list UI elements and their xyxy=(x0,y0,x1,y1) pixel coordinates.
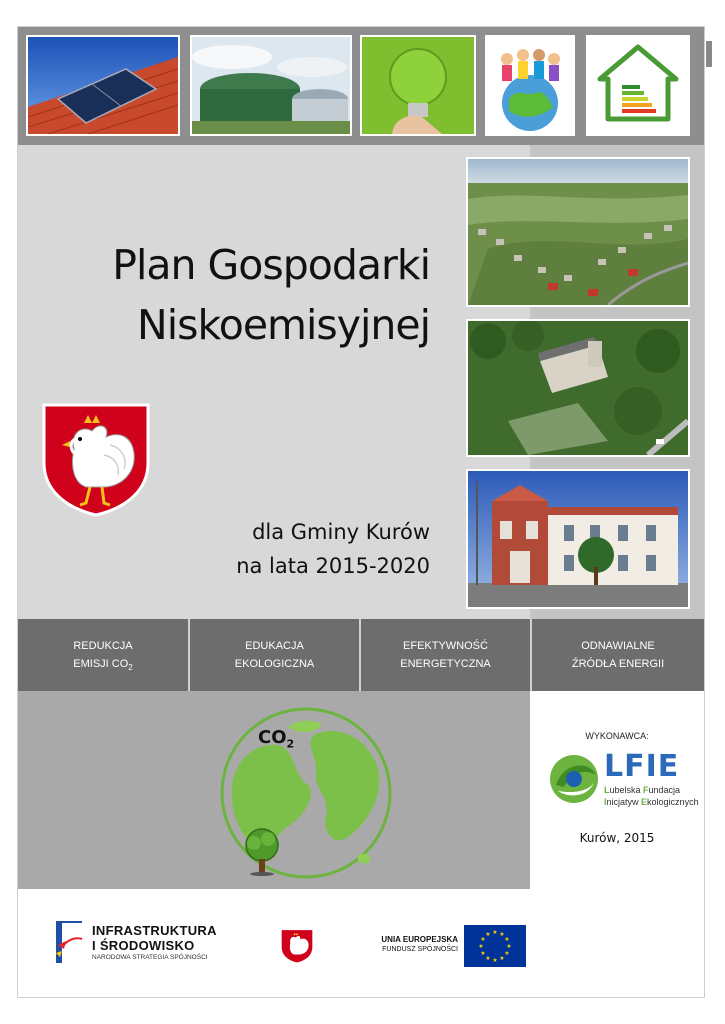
theme-tile-text: EMISJI CO xyxy=(73,658,129,670)
svg-text:★: ★ xyxy=(499,955,505,962)
lfie-logo-line-2 xyxy=(604,797,699,807)
theme-tile-line-1: REDUKCJA xyxy=(73,640,133,652)
eu-line-2: FUNDUSZ SPÓJNOŚCI xyxy=(382,946,458,953)
eu-logo xyxy=(374,925,534,969)
biogas-plant-photo xyxy=(190,35,352,136)
energy-house-photo xyxy=(586,35,690,136)
coat-of-arms xyxy=(40,401,152,517)
svg-text:★: ★ xyxy=(492,929,498,936)
co2-label xyxy=(258,727,294,751)
infrastructure-line-2: I ŚRODOWISKO xyxy=(92,938,195,953)
logo-initial: I xyxy=(604,797,607,807)
globe-panel xyxy=(18,691,530,889)
logo-initial: L xyxy=(604,785,610,795)
aerial-photo-town xyxy=(466,157,690,307)
lfie-logo-line-1 xyxy=(604,785,680,795)
theme-tile-line-2: ENERGETYCZNA xyxy=(400,658,491,670)
coat-of-arms-small xyxy=(280,927,314,965)
logo-word: kologicznych xyxy=(647,797,699,807)
svg-text:★: ★ xyxy=(504,936,510,943)
theme-tile-education xyxy=(190,619,361,691)
contractor-label: WYKONAWCA: xyxy=(585,731,649,741)
infrastructure-line-3: NARODOWA STRATEGIA SPÓJNOŚCI xyxy=(92,954,208,961)
theme-bar xyxy=(18,619,704,691)
co2-text: CO xyxy=(258,727,287,748)
svg-text:★: ★ xyxy=(504,950,510,957)
logo-initial: F xyxy=(643,785,649,795)
lfie-logo-mark xyxy=(546,751,602,807)
footer-logos xyxy=(18,889,704,997)
cover-page xyxy=(17,26,705,998)
children-globe-photo xyxy=(485,35,575,136)
subscript-two: 2 xyxy=(128,663,133,673)
document-title xyxy=(40,235,430,355)
lfie-logo xyxy=(546,749,699,811)
infrastructure-line-1: INFRASTRUKTURA xyxy=(92,923,217,938)
aerial-photo-church xyxy=(466,319,690,457)
theme-tile-efficiency xyxy=(361,619,532,691)
svg-text:★: ★ xyxy=(485,955,491,962)
theme-tile-line-2: ŹRÓDŁA ENERGII xyxy=(571,658,665,670)
eu-line-1: UNIA EUROPEJSKA xyxy=(381,935,458,944)
logo-word: ubelska xyxy=(609,785,644,795)
tree-icon xyxy=(242,827,282,877)
solar-panel-photo xyxy=(26,35,180,136)
infrastructure-logo-mark xyxy=(52,917,86,967)
place-and-year: Kurów, 2015 xyxy=(579,831,655,845)
theme-tile-line-1: EFEKTYWNOŚĆ xyxy=(403,640,488,652)
svg-text:★: ★ xyxy=(499,931,505,938)
logo-word: undacja xyxy=(648,785,681,795)
theme-tile-renewable xyxy=(532,619,704,691)
svg-text:★: ★ xyxy=(485,931,491,938)
subtitle-line-1: dla Gminy Kurów xyxy=(252,520,430,544)
logo-initial: E xyxy=(641,797,648,807)
theme-tile-reduction xyxy=(18,619,190,691)
title-line-2: Niskoemisyjnej xyxy=(137,301,430,349)
infrastructure-logo xyxy=(52,917,252,973)
subtitle-line-2: na lata 2015-2020 xyxy=(236,554,430,578)
theme-tile-line-2: EKOLOGICZNA xyxy=(234,658,315,670)
theme-tile-line-1: EDUKACJA xyxy=(245,640,304,652)
co2-subscript: 2 xyxy=(286,737,295,751)
svg-text:★: ★ xyxy=(478,943,484,950)
eu-flag xyxy=(464,925,526,967)
svg-text:★: ★ xyxy=(480,950,486,957)
top-photo-strip xyxy=(18,27,704,145)
lfie-logo-title: LFIE xyxy=(604,749,680,784)
hero-panel xyxy=(18,145,530,619)
light-bulb-photo xyxy=(360,35,476,136)
title-line-1: Plan Gospodarki xyxy=(112,241,430,289)
theme-tile-line-2 xyxy=(18,655,188,677)
logo-word: nicjatyw xyxy=(606,797,642,807)
svg-text:★: ★ xyxy=(506,943,512,950)
svg-text:★: ★ xyxy=(492,957,498,964)
theme-tile-line-1: ODNAWIALNE xyxy=(581,640,655,652)
photo-town-hall xyxy=(466,469,690,609)
svg-text:★: ★ xyxy=(480,936,486,943)
document-subtitle xyxy=(188,515,430,583)
edge-marker xyxy=(706,41,712,67)
contractor-panel xyxy=(530,691,704,889)
